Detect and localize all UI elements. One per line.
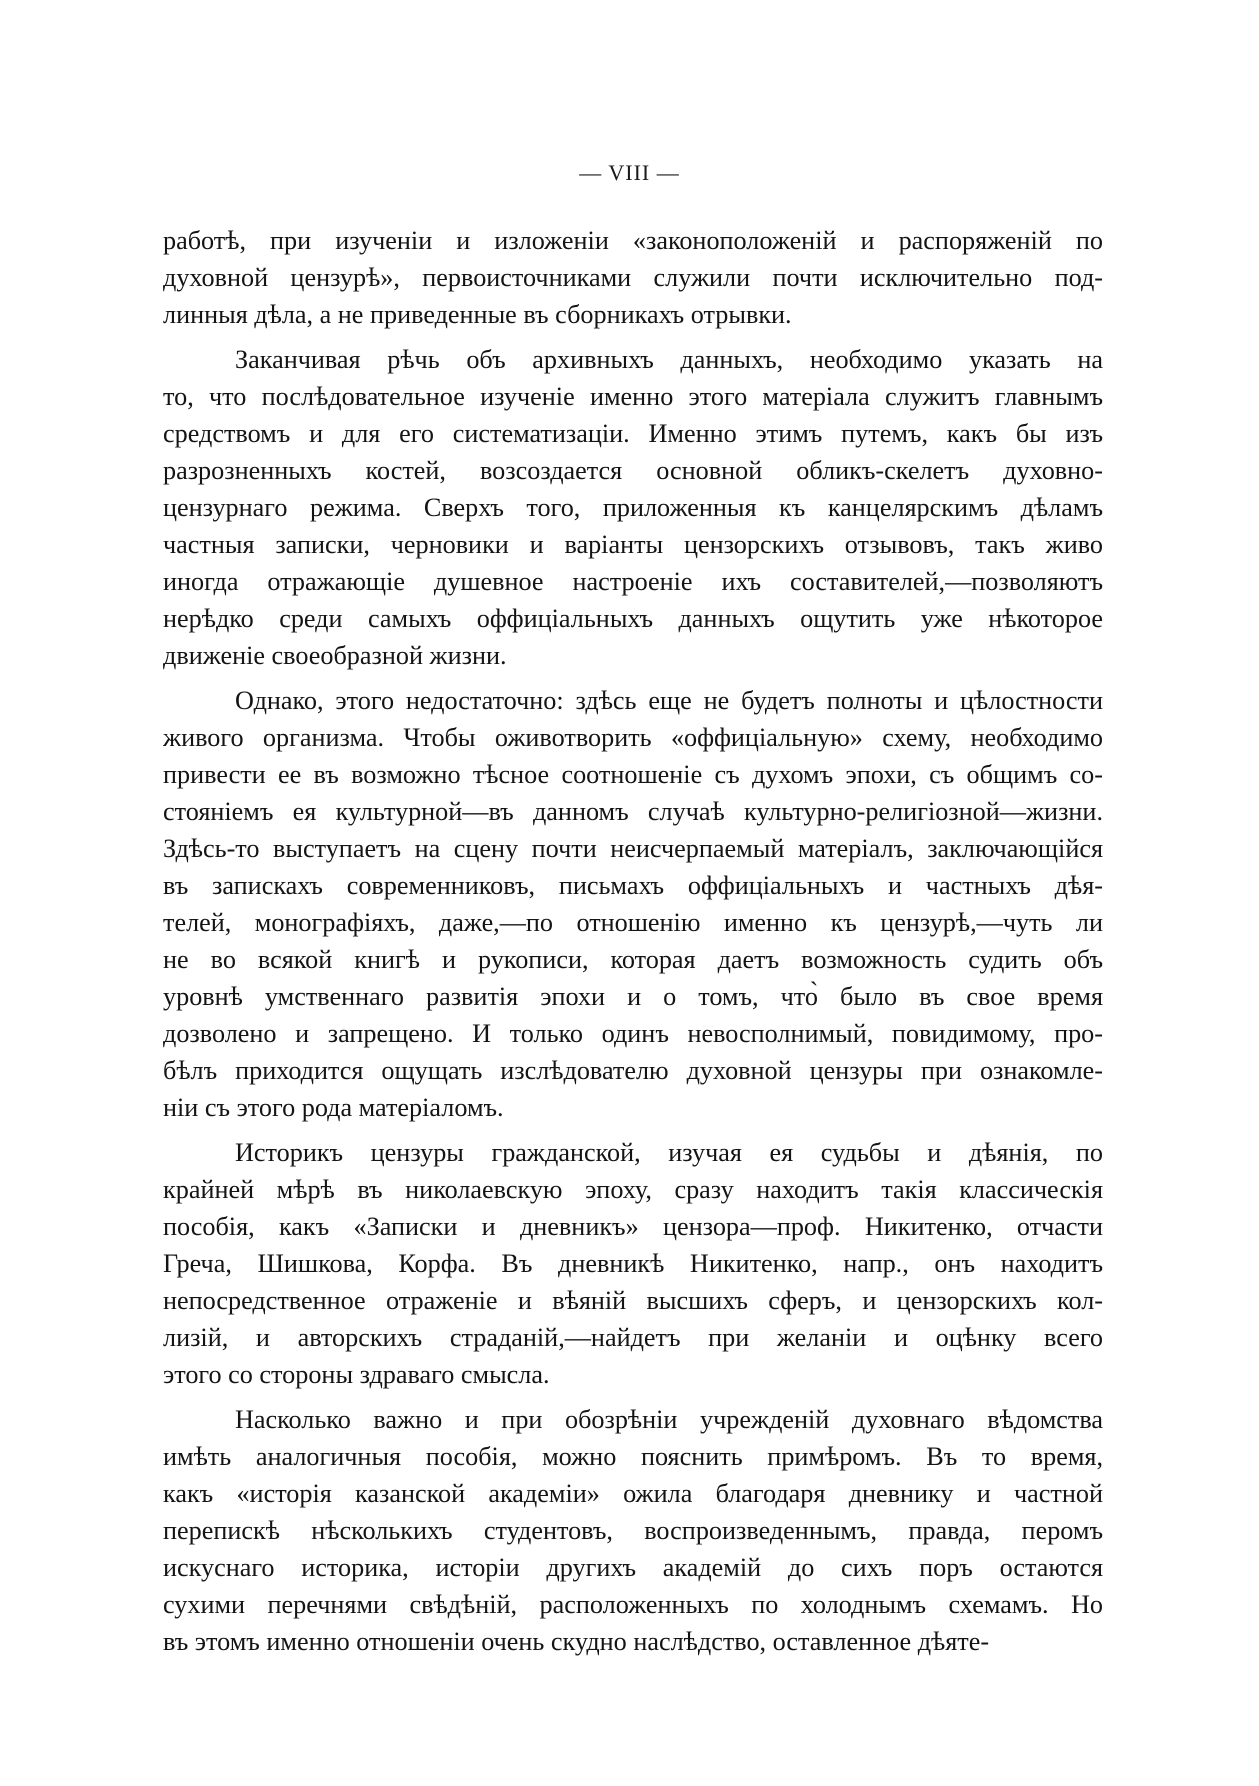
text-line: то, что послѣдовательное изученіе именно этого матеріала служитъ главнымъ: [163, 382, 1103, 411]
text-line: линныя дѣла, а не приведенные въ сборникахъ отрывки.: [163, 300, 792, 329]
text-line: Греча, Шишкова, Корфа. Въ дневникѣ Никитенко, напр., онъ находитъ: [163, 1249, 1103, 1278]
text-line: движеніе своеобразной жизни.: [163, 641, 507, 670]
text-line: живого организма. Чтобы оживотворить «оффиціальную» схему, необходимо: [163, 723, 1103, 752]
text-line: не во всякой книгѣ и рукописи, которая даетъ возможность судить объ: [163, 945, 1103, 974]
text-line: лизій, и авторскихъ страданій,—найдетъ при желаніи и оцѣнку всего: [163, 1323, 1103, 1352]
text-line: Насколько важно и при обозрѣніи учрежденій духовнаго вѣдомства: [235, 1405, 1103, 1434]
text-line: духовной цензурѣ», первоисточниками служили почти исключительно под-: [163, 263, 1103, 292]
text-line: пособія, какъ «Записки и дневникъ» цензора—проф. Никитенко, отчасти: [163, 1212, 1103, 1241]
text-line: частныя записки, черновики и варіанты цензорскихъ отзывовъ, такъ живо: [163, 530, 1103, 559]
text-line: ніи съ этого рода матеріаломъ.: [163, 1093, 504, 1122]
text-line: Историкъ цензуры гражданской, изучая ея судьбы и дѣянія, по: [235, 1138, 1103, 1167]
text-line: имѣть аналогичныя пособія, можно пояснить примѣромъ. Въ то время,: [163, 1442, 1103, 1471]
text-line: Однако, этого недостаточно: здѣсь еще не будетъ полноты и цѣлостности: [235, 686, 1103, 715]
text-line: работѣ, при изученіи и изложеніи «законоположеній и распоряженій по: [163, 226, 1103, 255]
text-line: сухими перечнями свѣдѣній, расположенныхъ по холоднымъ схемамъ. Но: [163, 1590, 1103, 1619]
paragraph: [163, 222, 1103, 333]
text-line: привести ее въ возможно тѣсное соотношеніе съ духомъ эпохи, съ общимъ со-: [163, 760, 1103, 789]
text-line: крайней мѣрѣ въ николаевскую эпоху, сразу находитъ такія классическія: [163, 1175, 1103, 1204]
text-line: телей, монографіяхъ, даже,—по отношенію именно къ цензурѣ,—чуть ли: [163, 908, 1103, 937]
text-line: дозволено и запрещено. И только одинъ невосполнимый, повидимому, про-: [163, 1019, 1103, 1048]
text-line: нерѣдко среди самыхъ оффиціальныхъ данныхъ ощутить уже нѣкоторое: [163, 604, 1103, 633]
text-line: стояніемъ ея культурной—въ данномъ случаѣ культурно-религіозной—жизни.: [163, 797, 1103, 826]
paragraph: [163, 682, 1103, 1126]
text-line: перепискѣ нѣсколькихъ студентовъ, воспроизведеннымъ, правда, перомъ: [163, 1516, 1103, 1545]
text-line: въ этомъ именно отношеніи очень скудно наслѣдство, оставленное дѣяте-: [163, 1627, 990, 1656]
text-line: этого со стороны здраваго смысла.: [163, 1360, 550, 1389]
text-line: цензурнаго режима. Сверхъ того, приложенныя къ канцелярскимъ дѣламъ: [163, 493, 1103, 522]
text-line: въ запискахъ современниковъ, письмахъ оффиціальныхъ и частныхъ дѣя-: [163, 871, 1103, 900]
paragraph: [163, 1401, 1103, 1660]
text-line: непосредственное отраженіе и вѣяній высшихъ сферъ, и цензорскихъ кол-: [163, 1286, 1103, 1315]
text-line: Здѣсь-то выступаетъ на сцену почти неисчерпаемый матеріалъ, заключающійся: [163, 834, 1103, 863]
text-line: уровнѣ умственнаго развитія эпохи и о томъ, что̀ было въ свое время: [163, 982, 1103, 1011]
text-line: разрозненныхъ костей, возсоздается основной обликъ-скелетъ духовно-: [163, 456, 1103, 485]
paragraph: [163, 341, 1103, 674]
body-text: [163, 222, 1103, 1668]
text-line: искуснаго историка, исторіи другихъ академій до сихъ поръ остаются: [163, 1553, 1103, 1582]
text-line: средствомъ и для его систематизаціи. Именно этимъ путемъ, какъ бы изъ: [163, 419, 1103, 448]
text-line: иногда отражающіе душевное настроеніе ихъ составителей,—позволяютъ: [163, 567, 1103, 596]
paragraph: [163, 1134, 1103, 1393]
text-line: бѣлъ приходится ощущать изслѣдователю духовной цензуры при ознакомле-: [163, 1056, 1103, 1085]
text-line: какъ «исторія казанской академіи» ожила благодаря дневнику и частной: [163, 1479, 1103, 1508]
page-number-header: — VIII —: [579, 160, 680, 185]
text-line: Заканчивая рѣчь объ архивныхъ данныхъ, необходимо указать на: [235, 345, 1103, 374]
